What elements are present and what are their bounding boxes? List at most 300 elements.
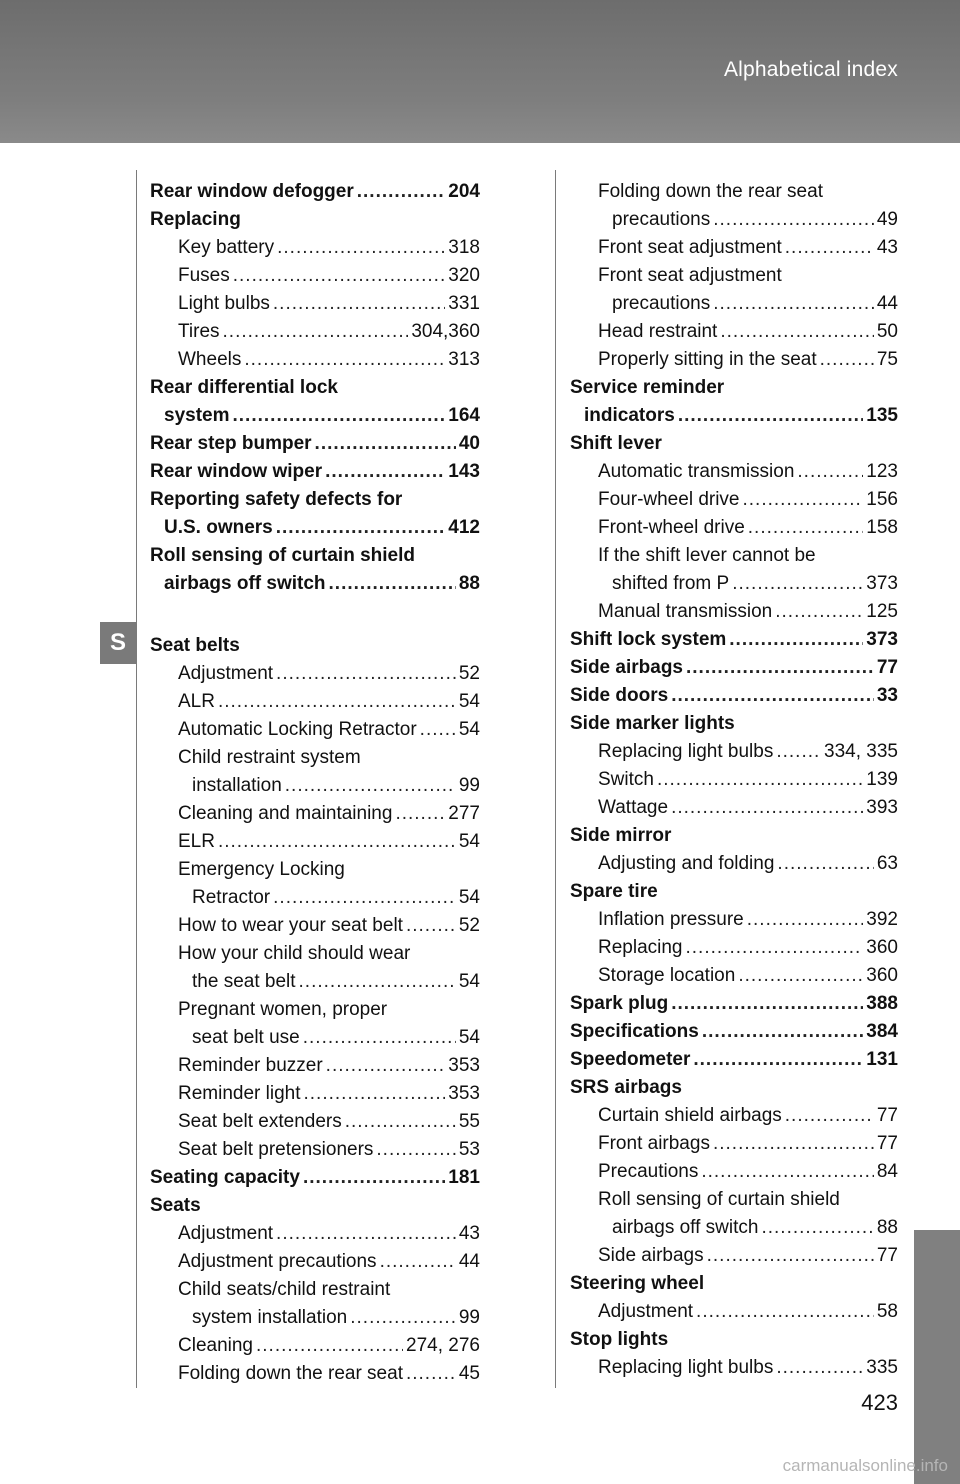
index-entry-text: Replacing: [150, 209, 241, 230]
dot-leader: [329, 570, 456, 598]
index-entry-text: Child restraint system: [178, 747, 361, 768]
dot-leader: [743, 486, 864, 514]
index-entry-text: Stop lights: [570, 1329, 669, 1350]
dot-leader: [357, 178, 446, 206]
index-entry-page[interactable]: 52: [458, 663, 480, 684]
index-entry: [150, 744, 480, 772]
index-entry-page[interactable]: 54: [458, 831, 480, 852]
index-entry-text: Front seat adjustment: [598, 237, 782, 258]
index-entry: [570, 682, 898, 710]
dot-leader: [276, 1220, 456, 1248]
index-entry-text: Spare tire: [570, 881, 658, 902]
index-entry-text: Adjustment: [178, 1223, 274, 1244]
index-entry-page[interactable]: 49: [876, 209, 898, 230]
index-entry-text: Replacing: [598, 937, 683, 958]
index-entry-page[interactable]: 77: [876, 1133, 898, 1154]
index-entry: [570, 654, 898, 682]
dot-leader: [277, 234, 445, 262]
index-entry-text: Switch: [598, 769, 654, 790]
index-entry: [150, 1304, 480, 1332]
index-entry: [150, 178, 480, 206]
index-entry: [570, 346, 898, 374]
index-entry-page[interactable]: 88: [876, 1217, 898, 1238]
index-entry-page[interactable]: 334, 335: [824, 741, 898, 762]
index-entry: [150, 1332, 480, 1360]
index-entry: [150, 688, 480, 716]
index-entry: [570, 990, 898, 1018]
index-entry: [150, 542, 480, 570]
index-entry: [570, 458, 898, 486]
index-entry-page[interactable]: 77: [876, 1245, 898, 1266]
index-entry: [570, 738, 898, 766]
dot-leader: [304, 1080, 446, 1108]
side-thumb-tab: [914, 1230, 960, 1484]
index-entry-text: Speedometer: [570, 1049, 691, 1070]
index-entry: [150, 828, 480, 856]
index-entry-text: Spark plug: [570, 993, 669, 1014]
dot-leader: [256, 1332, 403, 1360]
index-entry: [150, 1360, 480, 1388]
index-entry-text: Wheels: [178, 349, 242, 370]
index-entry-page[interactable]: 55: [458, 1111, 480, 1132]
dot-leader: [303, 1164, 445, 1192]
index-entry-text: If the shift lever cannot be: [598, 545, 816, 566]
index-entry-page[interactable]: 125: [866, 601, 898, 622]
index-entry-text: shifted from P: [612, 573, 730, 594]
dot-leader: [686, 654, 874, 682]
index-entry-page[interactable]: 54: [458, 691, 480, 712]
index-entry-page[interactable]: 156: [866, 489, 898, 510]
dot-leader: [406, 1360, 456, 1388]
index-entry-page[interactable]: 77: [876, 1105, 898, 1126]
dot-leader: [233, 402, 446, 430]
index-entry: [570, 1186, 898, 1214]
dot-leader: [315, 430, 456, 458]
index-entry-page[interactable]: 360: [866, 965, 898, 986]
index-entry: [570, 542, 898, 570]
index-entry: [570, 766, 898, 794]
index-entry-page[interactable]: 373: [866, 629, 898, 650]
index-column-left: [150, 178, 480, 1388]
index-entry-text: How your child should wear: [178, 943, 411, 964]
index-entry: [570, 1326, 898, 1354]
index-entry: [570, 318, 898, 346]
dot-leader: [285, 772, 456, 800]
index-entry-text: Automatic Locking Retractor: [178, 719, 417, 740]
index-entry-text: Roll sensing of curtain shield: [150, 545, 415, 566]
index-entry-text: airbags off switch: [164, 573, 326, 594]
index-entry: [570, 486, 898, 514]
index-entry-text: precautions: [612, 293, 711, 314]
dot-leader: [303, 1024, 456, 1052]
index-entry-text: Storage location: [598, 965, 736, 986]
dot-leader: [747, 906, 864, 934]
index-entry: [570, 1158, 898, 1186]
index-entry: [570, 430, 898, 458]
index-column-right: [570, 178, 898, 1382]
dot-leader: [299, 968, 456, 996]
index-entry-text: Head restraint: [598, 321, 718, 342]
index-entry-text: Front airbags: [598, 1133, 710, 1154]
index-entry-text: Curtain shield airbags: [598, 1105, 782, 1126]
index-entry-page[interactable]: 158: [866, 517, 898, 538]
index-entry: [150, 1108, 480, 1136]
index-entry: [150, 1276, 480, 1304]
index-entry: [570, 1074, 898, 1102]
index-entry-text: Seats: [150, 1195, 201, 1216]
index-entry-text: Adjusting and folding: [598, 853, 775, 874]
index-entry: [570, 822, 898, 850]
index-entry: [570, 570, 898, 598]
index-entry-page[interactable]: 384: [866, 1021, 898, 1042]
index-entry-text: Properly sitting in the seat: [598, 349, 817, 370]
index-entry: [150, 318, 480, 346]
index-entry-page[interactable]: 335: [866, 1357, 898, 1378]
index-entry-page[interactable]: 45: [458, 1363, 480, 1384]
index-entry-page[interactable]: 274, 276: [406, 1335, 480, 1356]
index-entry-page[interactable]: 53: [458, 1139, 480, 1160]
dot-leader: [420, 716, 456, 744]
dot-leader: [729, 626, 863, 654]
dot-leader: [707, 1242, 874, 1270]
index-entry-text: Wattage: [598, 797, 669, 818]
dot-leader: [325, 458, 445, 486]
index-entry-text: Side mirror: [570, 825, 672, 846]
index-entry-page[interactable]: 50: [876, 321, 898, 342]
index-entry-page[interactable]: 313: [448, 349, 480, 370]
index-entry: [570, 598, 898, 626]
dot-leader: [233, 262, 446, 290]
index-entry-page[interactable]: 99: [458, 775, 480, 796]
index-entry: [570, 1130, 898, 1158]
index-entry: [150, 430, 480, 458]
index-entry-page[interactable]: 58: [876, 1301, 898, 1322]
index-entry-page[interactable]: 392: [866, 909, 898, 930]
index-entry-text: Seating capacity: [150, 1167, 300, 1188]
index-entry-text: Rear window defogger: [150, 181, 354, 202]
index-entry: [150, 262, 480, 290]
index-entry-page[interactable]: 164: [448, 405, 480, 426]
index-entry-text: Emergency Locking: [178, 859, 345, 880]
index-entry: [570, 234, 898, 262]
index-entry: [150, 856, 480, 884]
index-entry: [570, 626, 898, 654]
index-entry: [570, 206, 898, 234]
index-entry-text: Manual transmission: [598, 601, 773, 622]
dot-leader: [395, 800, 445, 828]
dot-leader: [820, 346, 874, 374]
index-entry-page[interactable]: 54: [458, 719, 480, 740]
index-entry: [150, 486, 480, 514]
index-entry-page[interactable]: 204: [448, 181, 480, 202]
index-entry-text: Adjustment precautions: [178, 1251, 377, 1272]
index-entry-text: Cleaning and maintaining: [178, 803, 393, 824]
index-entry: [570, 1298, 898, 1326]
dot-leader: [345, 1108, 456, 1136]
dot-leader: [720, 318, 874, 346]
index-entry-text: Shift lever: [570, 433, 662, 454]
dot-leader: [775, 598, 863, 626]
index-entry-text: Steering wheel: [570, 1273, 705, 1294]
index-entry: [150, 1248, 480, 1276]
index-entry: [150, 1080, 480, 1108]
index-entry-page[interactable]: 84: [876, 1161, 898, 1182]
index-entry-page[interactable]: 54: [458, 887, 480, 908]
index-entry-page[interactable]: 135: [866, 405, 898, 426]
index-entry: [570, 1018, 898, 1046]
index-entry: [150, 716, 480, 744]
dot-leader: [276, 514, 446, 542]
index-entry: [150, 1220, 480, 1248]
index-entry-page[interactable]: 353: [448, 1083, 480, 1104]
index-entry: [150, 402, 480, 430]
dot-leader: [671, 990, 863, 1018]
dot-leader: [785, 1102, 874, 1130]
index-entry: [150, 570, 480, 598]
index-entry-page[interactable]: 143: [448, 461, 480, 482]
index-entry: [570, 290, 898, 318]
index-entry-text: seat belt use: [192, 1027, 300, 1048]
index-entry-page[interactable]: 54: [458, 971, 480, 992]
dot-leader: [686, 934, 864, 962]
dot-leader: [671, 794, 863, 822]
index-entry-text: Light bulbs: [178, 293, 270, 314]
dot-leader: [326, 1052, 446, 1080]
index-entry-text: Four-wheel drive: [598, 489, 740, 510]
dot-leader: [713, 1130, 874, 1158]
dot-leader: [776, 738, 821, 766]
index-entry-text: system installation: [192, 1307, 348, 1328]
index-entry-page[interactable]: 373: [866, 573, 898, 594]
index-entry: [150, 800, 480, 828]
index-entry-page[interactable]: 320: [448, 265, 480, 286]
index-entry: [150, 458, 480, 486]
index-entry-text: Service reminder: [570, 377, 725, 398]
index-entry-text: Replacing light bulbs: [598, 741, 774, 762]
index-entry-text: Side airbags: [570, 657, 683, 678]
index-entry: [150, 1052, 480, 1080]
index-entry-text: Retractor: [192, 887, 271, 908]
index-entry: [150, 660, 480, 688]
index-entry: [150, 912, 480, 940]
index-entry-text: Folding down the rear seat: [178, 1363, 403, 1384]
index-entry-text: Rear step bumper: [150, 433, 312, 454]
index-entry-text: Side airbags: [598, 1245, 704, 1266]
dot-leader: [761, 1214, 873, 1242]
dot-leader: [244, 346, 445, 374]
index-entry-page[interactable]: 63: [876, 853, 898, 874]
index-entry: [570, 374, 898, 402]
dot-leader: [678, 402, 863, 430]
index-entry: [570, 878, 898, 906]
index-entry-page[interactable]: 75: [876, 349, 898, 370]
index-entry-page[interactable]: 331: [448, 293, 480, 314]
dot-leader: [713, 206, 874, 234]
index-entry-page[interactable]: 54: [458, 1027, 480, 1048]
index-entry-page[interactable]: 43: [876, 237, 898, 258]
dot-leader: [777, 850, 873, 878]
index-entry-text: Seat belt extenders: [178, 1111, 342, 1132]
dot-leader: [701, 1158, 874, 1186]
dot-leader: [350, 1304, 456, 1332]
index-entry: [150, 346, 480, 374]
index-entry-text: Cleaning: [178, 1335, 253, 1356]
index-entry-text: the seat belt: [192, 971, 296, 992]
index-entry: [150, 1136, 480, 1164]
index-entry-text: Seat belts: [150, 635, 240, 656]
index-entry-text: Precautions: [598, 1161, 699, 1182]
index-entry: [150, 290, 480, 318]
index-entry-text: Reminder buzzer: [178, 1055, 323, 1076]
page-header: [0, 0, 960, 143]
index-entry-text: Reporting safety defects for: [150, 489, 403, 510]
index-entry-text: indicators: [584, 405, 675, 426]
index-entry-text: Rear differential lock: [150, 377, 338, 398]
index-entry-page[interactable]: 43: [458, 1223, 480, 1244]
index-entry-text: airbags off switch: [612, 1217, 759, 1238]
dot-leader: [218, 688, 456, 716]
index-entry-page[interactable]: 44: [458, 1251, 480, 1272]
dot-leader: [406, 912, 456, 940]
left-column-rule: [136, 170, 137, 1388]
index-entry: [150, 772, 480, 800]
index-entry-text: Side doors: [570, 685, 669, 706]
index-entry-text: installation: [192, 775, 282, 796]
right-column-rule: [555, 170, 556, 1388]
dot-leader: [702, 1018, 863, 1046]
index-entry: [150, 1024, 480, 1052]
index-entry: [150, 1192, 480, 1220]
dot-leader: [276, 660, 456, 688]
index-entry-text: system: [164, 405, 230, 426]
index-entry: [150, 632, 480, 660]
dot-leader: [376, 1136, 455, 1164]
index-entry-page[interactable]: 181: [448, 1167, 480, 1188]
index-entry-page[interactable]: 318: [448, 237, 480, 258]
index-entry-page[interactable]: 123: [866, 461, 898, 482]
dot-leader: [748, 514, 864, 542]
dot-leader: [218, 828, 456, 856]
index-entry: [570, 934, 898, 962]
index-entry-page[interactable]: 304,360: [411, 321, 480, 342]
dot-leader: [671, 682, 874, 710]
index-entry: [150, 968, 480, 996]
index-entry-text: Front seat adjustment: [598, 265, 782, 286]
index-entry-page[interactable]: 52: [458, 915, 480, 936]
index-entry-page[interactable]: 77: [876, 657, 898, 678]
index-entry-text: Adjustment: [178, 663, 274, 684]
index-entry-text: Inflation pressure: [598, 909, 744, 930]
index-entry-text: How to wear your seat belt: [178, 915, 403, 936]
index-entry-text: Specifications: [570, 1021, 699, 1042]
index-entry-text: Roll sensing of curtain shield: [598, 1189, 840, 1210]
index-entry: [150, 514, 480, 542]
dot-leader: [785, 234, 874, 262]
index-entry: [570, 1214, 898, 1242]
watermark-text: carmanualsonline.info: [782, 1456, 948, 1475]
index-entry: [570, 262, 898, 290]
dot-leader: [797, 458, 863, 486]
index-entry: [150, 996, 480, 1024]
index-entry-text: Folding down the rear seat: [598, 181, 823, 202]
index-entry: [570, 1102, 898, 1130]
dot-leader: [776, 1354, 863, 1382]
index-entry: [570, 906, 898, 934]
index-entry-text: ALR: [178, 691, 215, 712]
index-entry-text: SRS airbags: [570, 1077, 682, 1098]
index-entry-page[interactable]: 44: [876, 293, 898, 314]
index-entry: [570, 1046, 898, 1074]
dot-leader: [738, 962, 863, 990]
index-entry-text: Tires: [178, 321, 220, 342]
index-entry: [150, 206, 480, 234]
index-entry: [150, 940, 480, 968]
index-entry-page[interactable]: 360: [866, 937, 898, 958]
index-entry-text: U.S. owners: [164, 517, 273, 538]
index-entry: [150, 234, 480, 262]
dot-leader: [223, 318, 409, 346]
index-entry-text: Front-wheel drive: [598, 517, 745, 538]
index-entry-page[interactable]: 139: [866, 769, 898, 790]
index-entry-page[interactable]: 412: [448, 517, 480, 538]
index-entry: [150, 374, 480, 402]
index-entry-page[interactable]: 388: [866, 993, 898, 1014]
index-entry-page[interactable]: 277: [448, 803, 480, 824]
dot-leader: [732, 570, 863, 598]
index-entry: [570, 1354, 898, 1382]
index-entry-page[interactable]: 40: [458, 433, 480, 454]
index-entry: [150, 884, 480, 912]
index-entry-text: Reminder light: [178, 1083, 301, 1104]
index-entry-text: Fuses: [178, 265, 230, 286]
index-entry-page[interactable]: 131: [866, 1049, 898, 1070]
index-entry: [570, 710, 898, 738]
dot-leader: [380, 1248, 456, 1276]
dot-leader: [696, 1298, 874, 1326]
section-title: Alphabetical index: [723, 58, 898, 81]
index-entry: [570, 178, 898, 206]
dot-leader: [273, 290, 445, 318]
index-entry-page[interactable]: 88: [458, 573, 480, 594]
index-entry-page[interactable]: 33: [876, 685, 898, 706]
index-entry: [150, 1164, 480, 1192]
dot-leader: [713, 290, 874, 318]
index-entry-text: Pregnant women, proper: [178, 999, 388, 1020]
index-entry-page[interactable]: 99: [458, 1307, 480, 1328]
index-entry: [570, 1270, 898, 1298]
dot-leader: [273, 884, 456, 912]
index-entry-text: Side marker lights: [570, 713, 735, 734]
index-entry-text: Shift lock system: [570, 629, 727, 650]
index-entry-text: Automatic transmission: [598, 461, 795, 482]
dot-leader: [657, 766, 863, 794]
index-entry: [570, 1242, 898, 1270]
index-entry-text: Adjustment: [598, 1301, 694, 1322]
index-entry-page[interactable]: 393: [866, 797, 898, 818]
index-entry-text: precautions: [612, 209, 711, 230]
index-entry: [570, 514, 898, 542]
index-entry-text: Replacing light bulbs: [598, 1357, 774, 1378]
page-number: 423: [861, 1390, 898, 1415]
index-entry-page[interactable]: 353: [448, 1055, 480, 1076]
index-entry: [570, 850, 898, 878]
index-entry-text: Rear window wiper: [150, 461, 323, 482]
index-entry-text: ELR: [178, 831, 215, 852]
index-entry: [570, 794, 898, 822]
index-entry-text: Seat belt pretensioners: [178, 1139, 374, 1160]
index-entry: [570, 402, 898, 430]
index-entry-text: Key battery: [178, 237, 275, 258]
